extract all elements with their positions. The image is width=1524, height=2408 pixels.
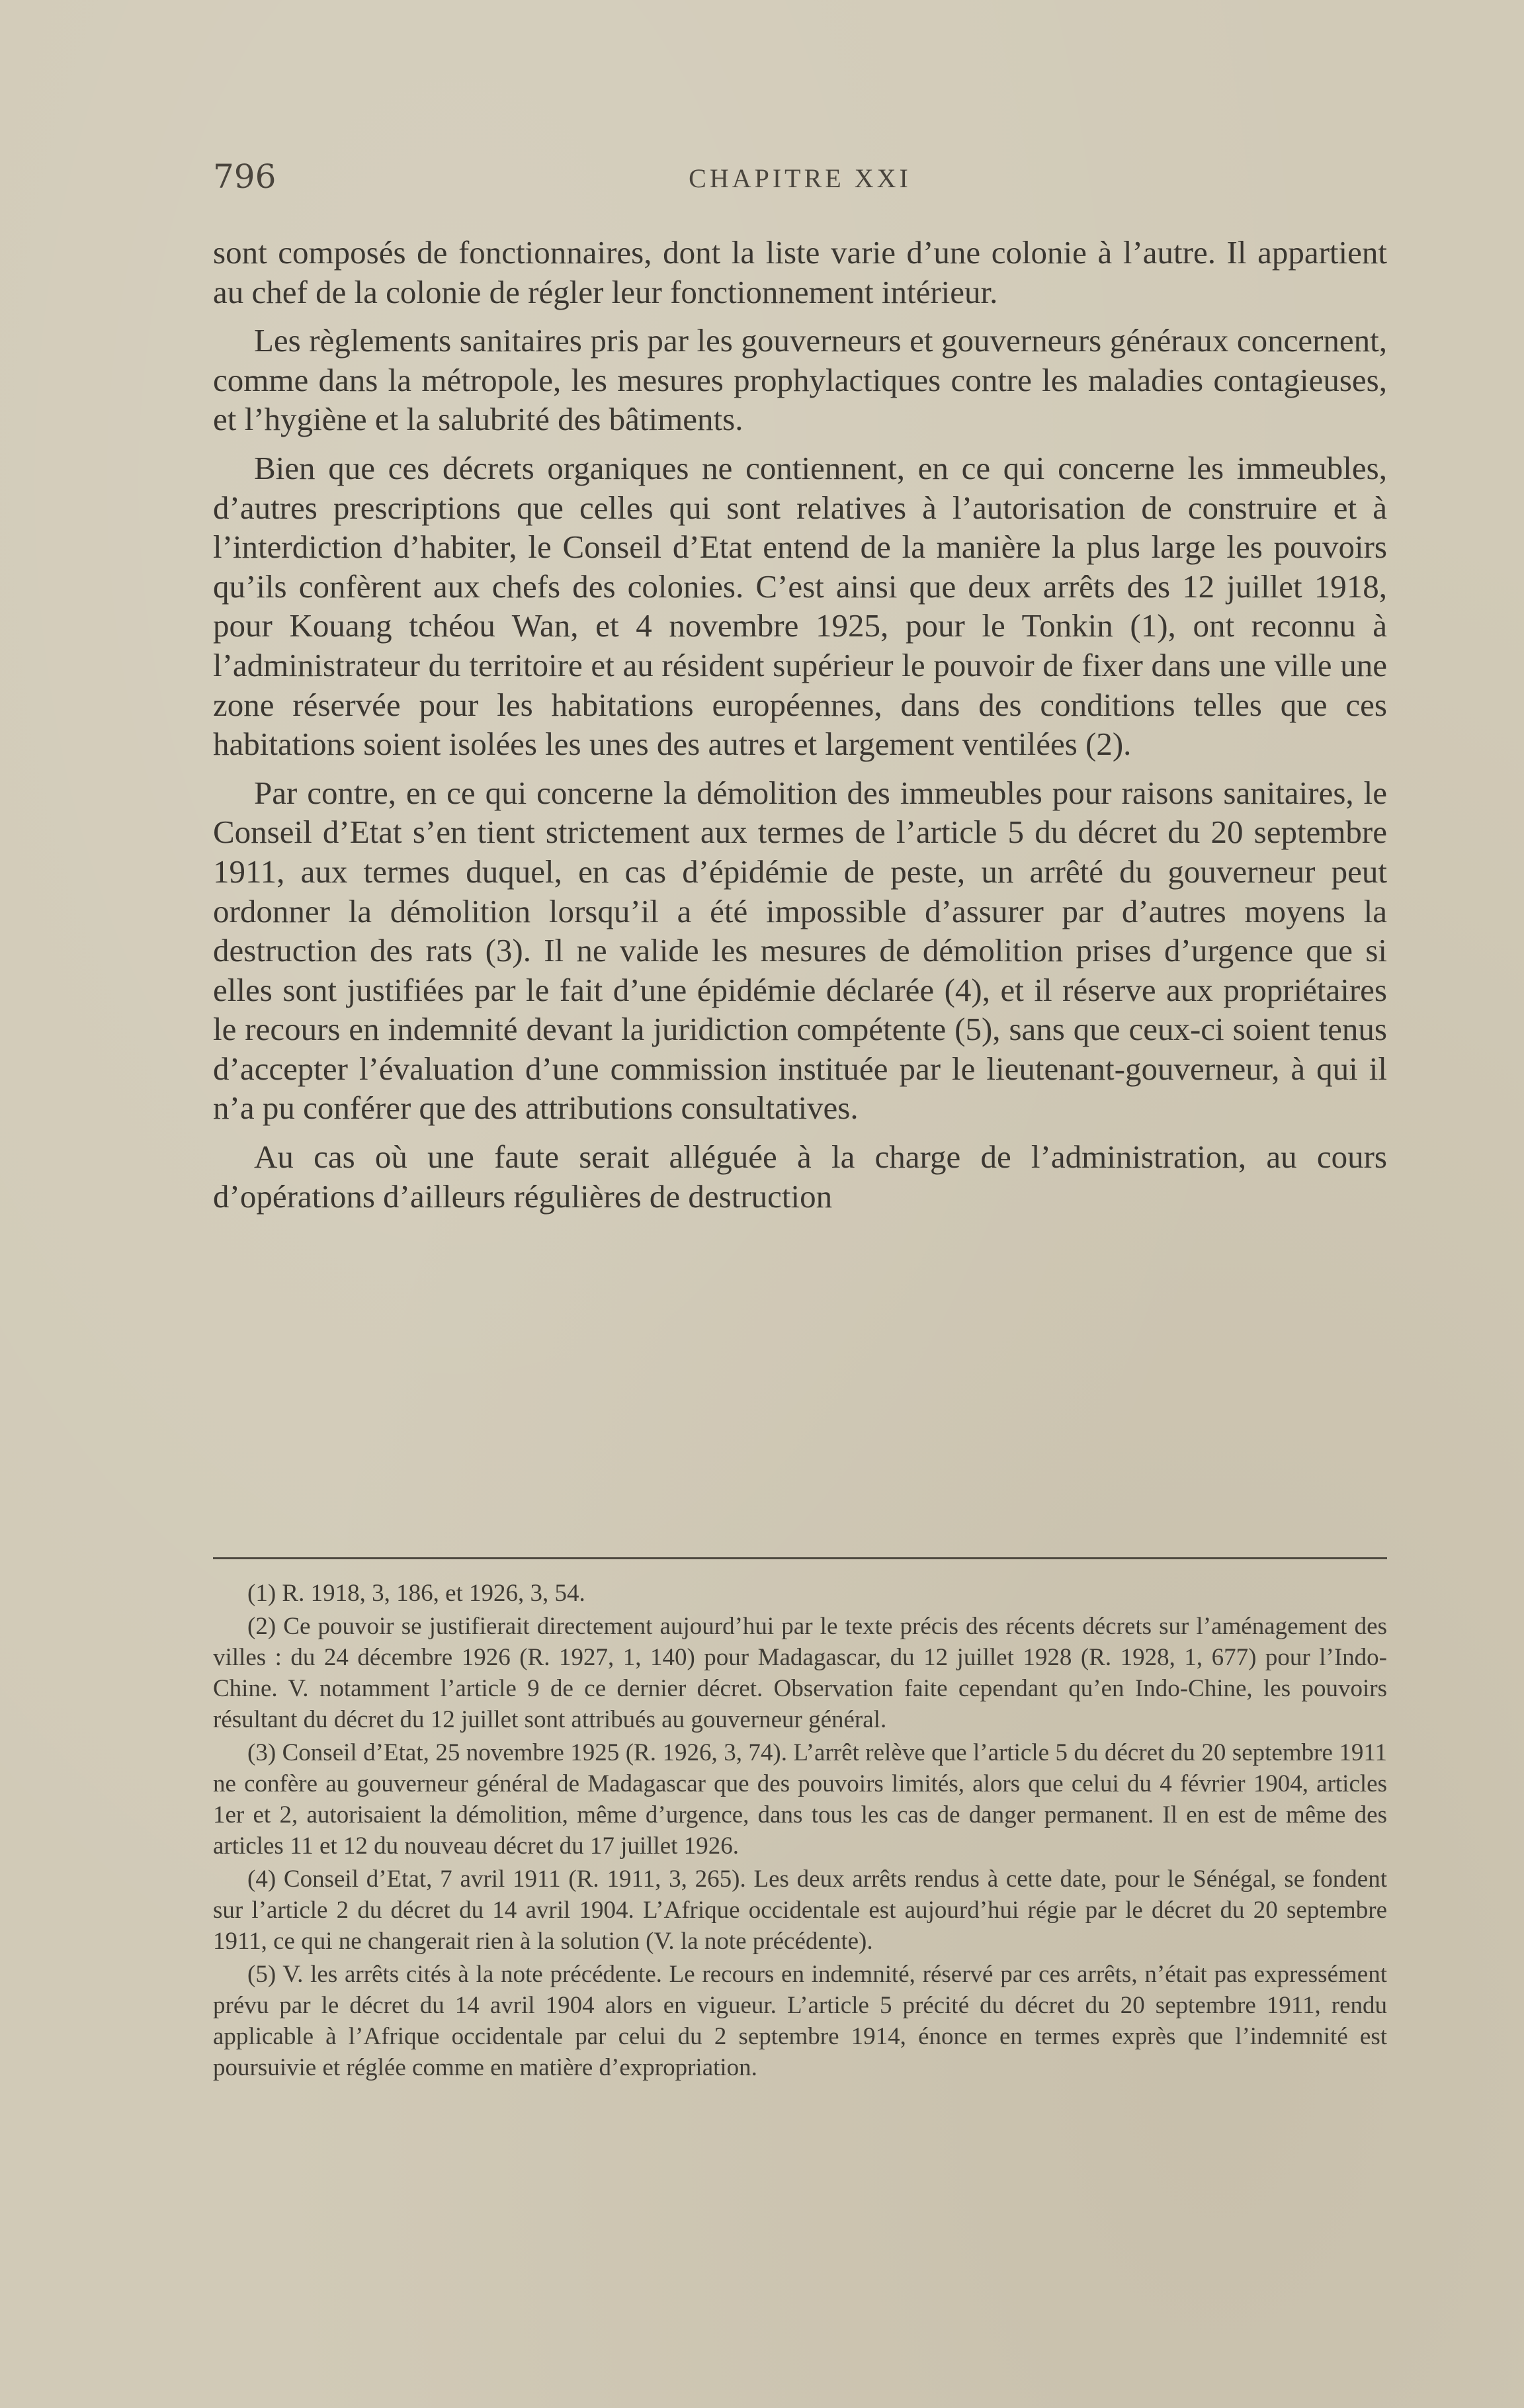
footnotes [213,1578,1387,2085]
footnote: (3) Conseil d’Etat, 25 novembre 1925 (R. 1926, 3, 74). L’arrêt relève que l’article 5 du décret du 20 septembre 1911 ne confère au gouverneur général de Madagascar que des pouvoirs limités, alors que celui du 4 février 1904, articles 1er et 2, autorisaient la démolition, même d’urgence, dans tous les cas de danger permanent. Il en est de même des articles 11 et 12 du nouveau décret du 17 juillet 1926. [213,1739,1387,1860]
page-number: 796 [213,157,276,196]
chapter-title: CHAPITRE XXI [689,163,911,193]
main-text [213,233,1387,1225]
footnote: (4) Conseil d’Etat, 7 avril 1911 (R. 1911, 3, 265). Les deux arrêts rendus à cette date, pour le Sénégal, se fondent sur l’article 2 du décret du 14 avril 1904. L’Afrique occidentale est aujourd’hui régie par le décret du 20 septembre 1911, ce qui ne changerait rien à la solution (V. la note précédente). [213,1866,1387,1955]
paragraph: Par contre, en ce qui concerne la démolition des immeubles pour raisons sanitaires, le Conseil d’Etat s’en tient strictement aux termes de l’article 5 du décret du 20 septembre 1911, aux termes duquel, en cas d’épidémie de peste, un arrêté du gouverneur peut ordonner la démolition lorsqu’il a été impossible d’assurer par d’autres moyens la destruction des rats (3). Il ne valide les mesures de démolition prises d’urgence que si elles sont justifiées par le fait d’une épidémie déclarée (4), et il réserve aux propriétaires le recours en indemnité devant la juridiction compétente (5), sans que ceux-ci soient tenus d’accepter l’évaluation d’une commission instituée par le lieutenant-gouverneur, à qui il n’a pu conférer que des attributions consultatives. [213,774,1387,1127]
paragraph: Au cas où une faute serait alléguée à la charge de l’administration, au cours d’opérations d’ailleurs régulières de destruction [213,1139,1387,1215]
footnote: (2) Ce pouvoir se justifierait directement aujourd’hui par le texte précis des récents décrets sur l’aménagement des villes : du 24 décembre 1926 (R. 1927, 1, 140) pour Madagascar, du 12 juillet 1928 (R. 1928, 1, 677) pour l’Indo-Chine. V. notamment l’article 9 de ce dernier décret. Observation faite cependant qu’en Indo-Chine, les pouvoirs résultant du décret du 12 juillet sont attribués au gouverneur général. [213,1613,1387,1733]
paragraph: Les règlements sanitaires pris par les gouverneurs et gouverneurs généraux concernent, comme dans la métropole, les mesures prophylactiques contre les maladies contagieuses, et l’hygiène et la salubrité des bâtiments. [213,322,1387,438]
footnote: (5) V. les arrêts cités à la note précédente. Le recours en indemnité, réservé par ces arrêts, n’était pas expressément prévu par le décret du 14 avril 1904 alors en vigueur. L’article 5 précité du décret du 20 septembre 1911, rendu applicable à l’Afrique occidentale par celui du 2 septembre 1914, énonce en termes exprès que l’indemnité est poursuivie et réglée comme en matière d’expropriation. [213,1961,1387,2081]
footnote: (1) R. 1918, 3, 186, et 1926, 3, 54. [247,1580,585,1607]
paragraph: Bien que ces décrets organiques ne contiennent, en ce qui concerne les immeubles, d’autres prescriptions que celles qui sont relatives à l’autorisation de construire et à l’interdiction d’habiter, le Conseil d’Etat entend de la manière la plus large les pouvoirs qu’ils confèrent aux chefs des colonies. C’est ainsi que deux arrêts des 12 juillet 1918, pour Kouang tchéou Wan, et 4 novembre 1925, pour le Tonkin (1), ont reconnu à l’administrateur du territoire et au résident supérieur le pouvoir de fixer dans une ville une zone réservée pour les habitations européennes, dans des conditions telles que ces habitations soient isolées les unes des autres et largement ventilées (2). [213,449,1387,763]
paragraph: sont composés de fonctionnaires, dont la liste varie d’une colonie à l’autre. Il appartient au chef de la colonie de régler leur fonctionnement intérieur. [213,234,1387,310]
running-head [213,157,1387,204]
footnote-divider [213,1557,1387,1559]
